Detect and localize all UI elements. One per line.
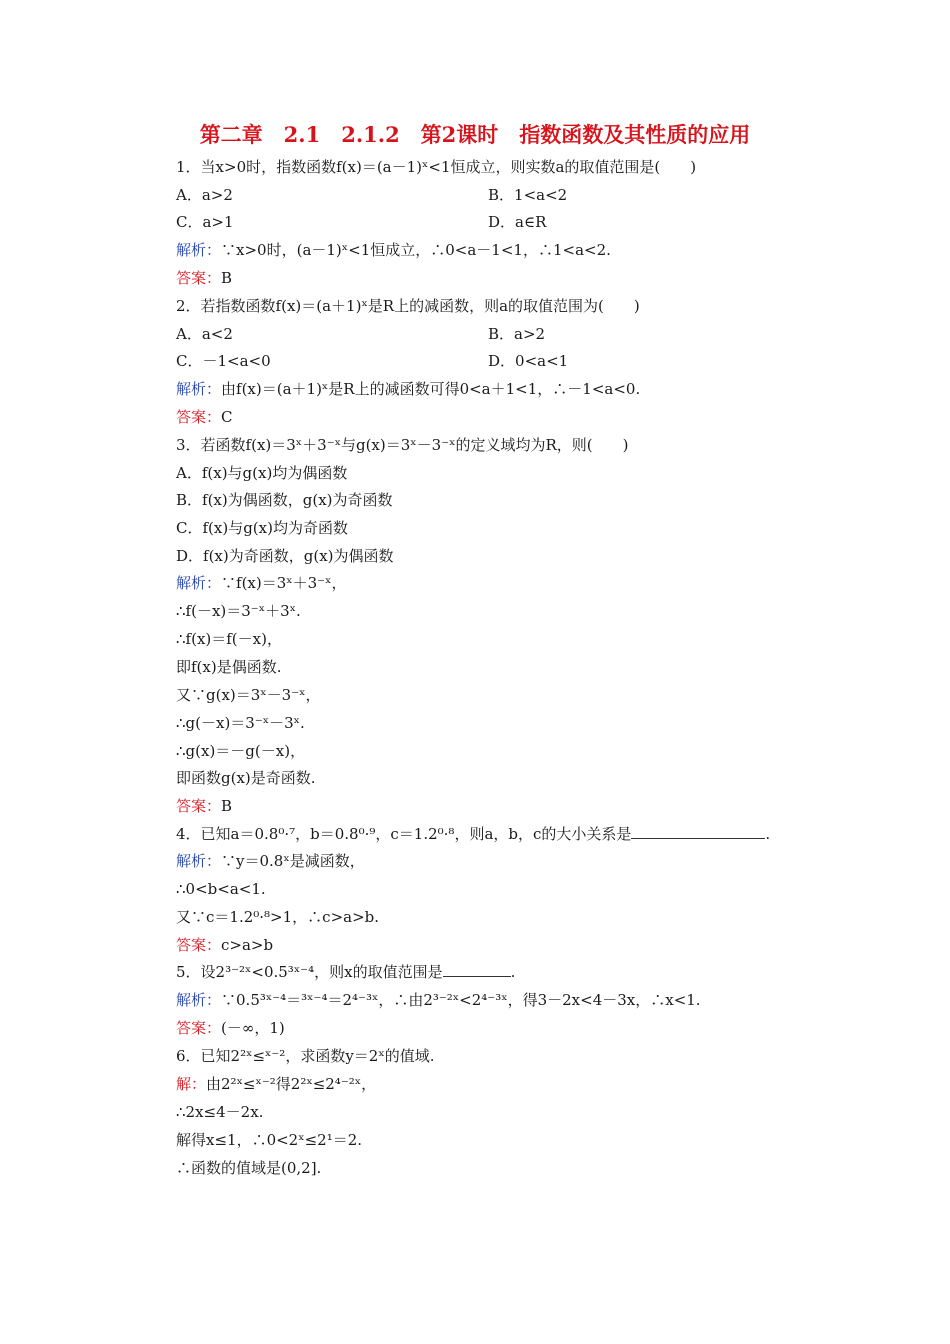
q2-answer [176, 407, 233, 427]
q1-options-row1 [176, 185, 776, 205]
q3-step: ∴f(－x)＝3⁻ˣ＋3ˣ. [176, 602, 301, 620]
q1-option-b: B．1<a<2 [488, 186, 568, 204]
analysis-label: 解析： [176, 241, 222, 259]
q6-step: ∴2x≤4－2x. [176, 1103, 264, 1121]
q1-answer [176, 268, 232, 288]
q1-analysis-text: ∵x>0时，(a－1)ˣ<1恒成立，∴0<a－1<1，∴1<a<2. [221, 241, 611, 259]
q5-answer [176, 1018, 285, 1038]
q4-answer-value: c>a>b [221, 936, 274, 954]
q5-analysis [176, 990, 701, 1010]
answer-label: 答案： [176, 269, 222, 287]
answer-label: 答案： [176, 936, 222, 954]
q6-solution [176, 1074, 376, 1094]
q5-stem [176, 962, 515, 982]
q4-answer-blank [631, 824, 765, 839]
q6-step: ∴函数的值域是(0,2]. [176, 1159, 322, 1177]
q5-stem-text: 5．设2³⁻²ˣ<0.5³ˣ⁻⁴，则x的取值范围是 [176, 963, 443, 981]
q6-stem: 6．已知2²ˣ≤ˣ⁻²，求函数y＝2ˣ的值域. [176, 1047, 435, 1065]
q1-stem: 1．当x>0时，指数函数f(x)＝(a－1)ˣ<1恒成立，则实数a的取值范围是( ) [176, 158, 697, 176]
q2-answer-value: C [221, 408, 233, 426]
q2-options-row1 [176, 324, 776, 344]
q4-stem [176, 824, 770, 844]
q1-option-a: A．a>2 [176, 186, 233, 204]
q3-stem: 3．若函数f(x)＝3ˣ＋3⁻ˣ与g(x)＝3ˣ－3⁻ˣ的定义域均为R，则( ) [176, 436, 629, 454]
page-title: 第二章 2.1 2.1.2 第2课时 指数函数及其性质的应用 [199, 122, 751, 147]
q4-step: 又∵c＝1.2⁰·⁸>1，∴c>a>b. [176, 908, 380, 926]
q3-option-d: D．f(x)为奇函数，g(x)为偶函数 [176, 547, 394, 565]
q1-option-d: D．a∈R [488, 213, 547, 231]
q1-analysis [176, 240, 611, 260]
q1-option-c: C．a>1 [176, 213, 234, 231]
q2-option-c: C．－1<a<0 [176, 352, 271, 370]
q3-option-b: B．f(x)为偶函数，g(x)为奇函数 [176, 491, 393, 509]
q1-answer-value: B [221, 269, 233, 287]
q4-analysis-text: ∵y＝0.8ˣ是减函数， [221, 852, 365, 870]
q5-stem-end: . [510, 963, 516, 981]
q3-analysis [176, 573, 346, 593]
q6-step: 解得x≤1，∴0<2ˣ≤2¹＝2. [176, 1131, 363, 1149]
q3-answer-value: B [221, 797, 233, 815]
q2-stem: 2．若指数函数f(x)＝(a＋1)ˣ是R上的减函数，则a的取值范围为( ) [176, 297, 640, 315]
q3-step: ∴g(x)＝－g(－x)， [176, 742, 306, 760]
q4-stem-text: 4．已知a＝0.8⁰·⁷，b＝0.8⁰·⁹，c＝1.2⁰·⁸，则a，b，c的大小关系是 [176, 825, 632, 843]
q5-answer-blank [443, 962, 511, 977]
q2-analysis-text: 由f(x)＝(a＋1)ˣ是R上的减函数可得0<a＋1<1，∴－1<a<0. [221, 380, 641, 398]
answer-label: 答案： [176, 1019, 222, 1037]
answer-label: 答案： [176, 797, 222, 815]
answer-label: 答案： [176, 408, 222, 426]
q3-step: ∴g(－x)＝3⁻ˣ－3ˣ. [176, 714, 305, 732]
q3-step: ∴f(x)＝f(－x)， [176, 630, 282, 648]
q2-option-a: A．a<2 [176, 325, 233, 343]
q2-analysis [176, 379, 640, 399]
q3-option-a: A．f(x)与g(x)均为偶函数 [176, 464, 348, 482]
analysis-label: 解析： [176, 852, 222, 870]
q4-answer [176, 935, 273, 955]
q4-analysis [176, 851, 365, 871]
q3-step: 即f(x)是偶函数. [176, 658, 282, 676]
analysis-label: 解析： [176, 991, 222, 1009]
analysis-label: 解析： [176, 574, 222, 592]
q4-stem-end: . [765, 825, 771, 843]
q3-option-c: C．f(x)与g(x)均为奇函数 [176, 519, 348, 537]
q6-solution-text: 由2²ˣ≤ˣ⁻²得2²ˣ≤2⁴⁻²ˣ， [206, 1075, 377, 1093]
q2-options-row2 [176, 351, 776, 371]
q4-step: ∴0<b<a<1. [176, 880, 266, 898]
q3-analysis-text: ∵f(x)＝3ˣ＋3⁻ˣ， [221, 574, 347, 592]
q2-option-b: B．a>2 [488, 325, 546, 343]
q1-options-row2 [176, 212, 776, 232]
analysis-label: 解析： [176, 380, 222, 398]
q3-step: 又∵g(x)＝3ˣ－3⁻ˣ， [176, 686, 321, 704]
q5-analysis-text: ∵0.5³ˣ⁻⁴＝³ˣ⁻⁴＝2⁴⁻³ˣ，∴由2³⁻²ˣ<2⁴⁻³ˣ，得3－2x<4－3x，∴x<1. [221, 991, 701, 1009]
q2-option-d: D．0<a<1 [488, 352, 569, 370]
q5-answer-value: (－∞，1) [221, 1019, 285, 1037]
solution-label: 解： [176, 1075, 207, 1093]
q3-answer [176, 796, 232, 816]
q3-step: 即函数g(x)是奇函数. [176, 769, 316, 787]
